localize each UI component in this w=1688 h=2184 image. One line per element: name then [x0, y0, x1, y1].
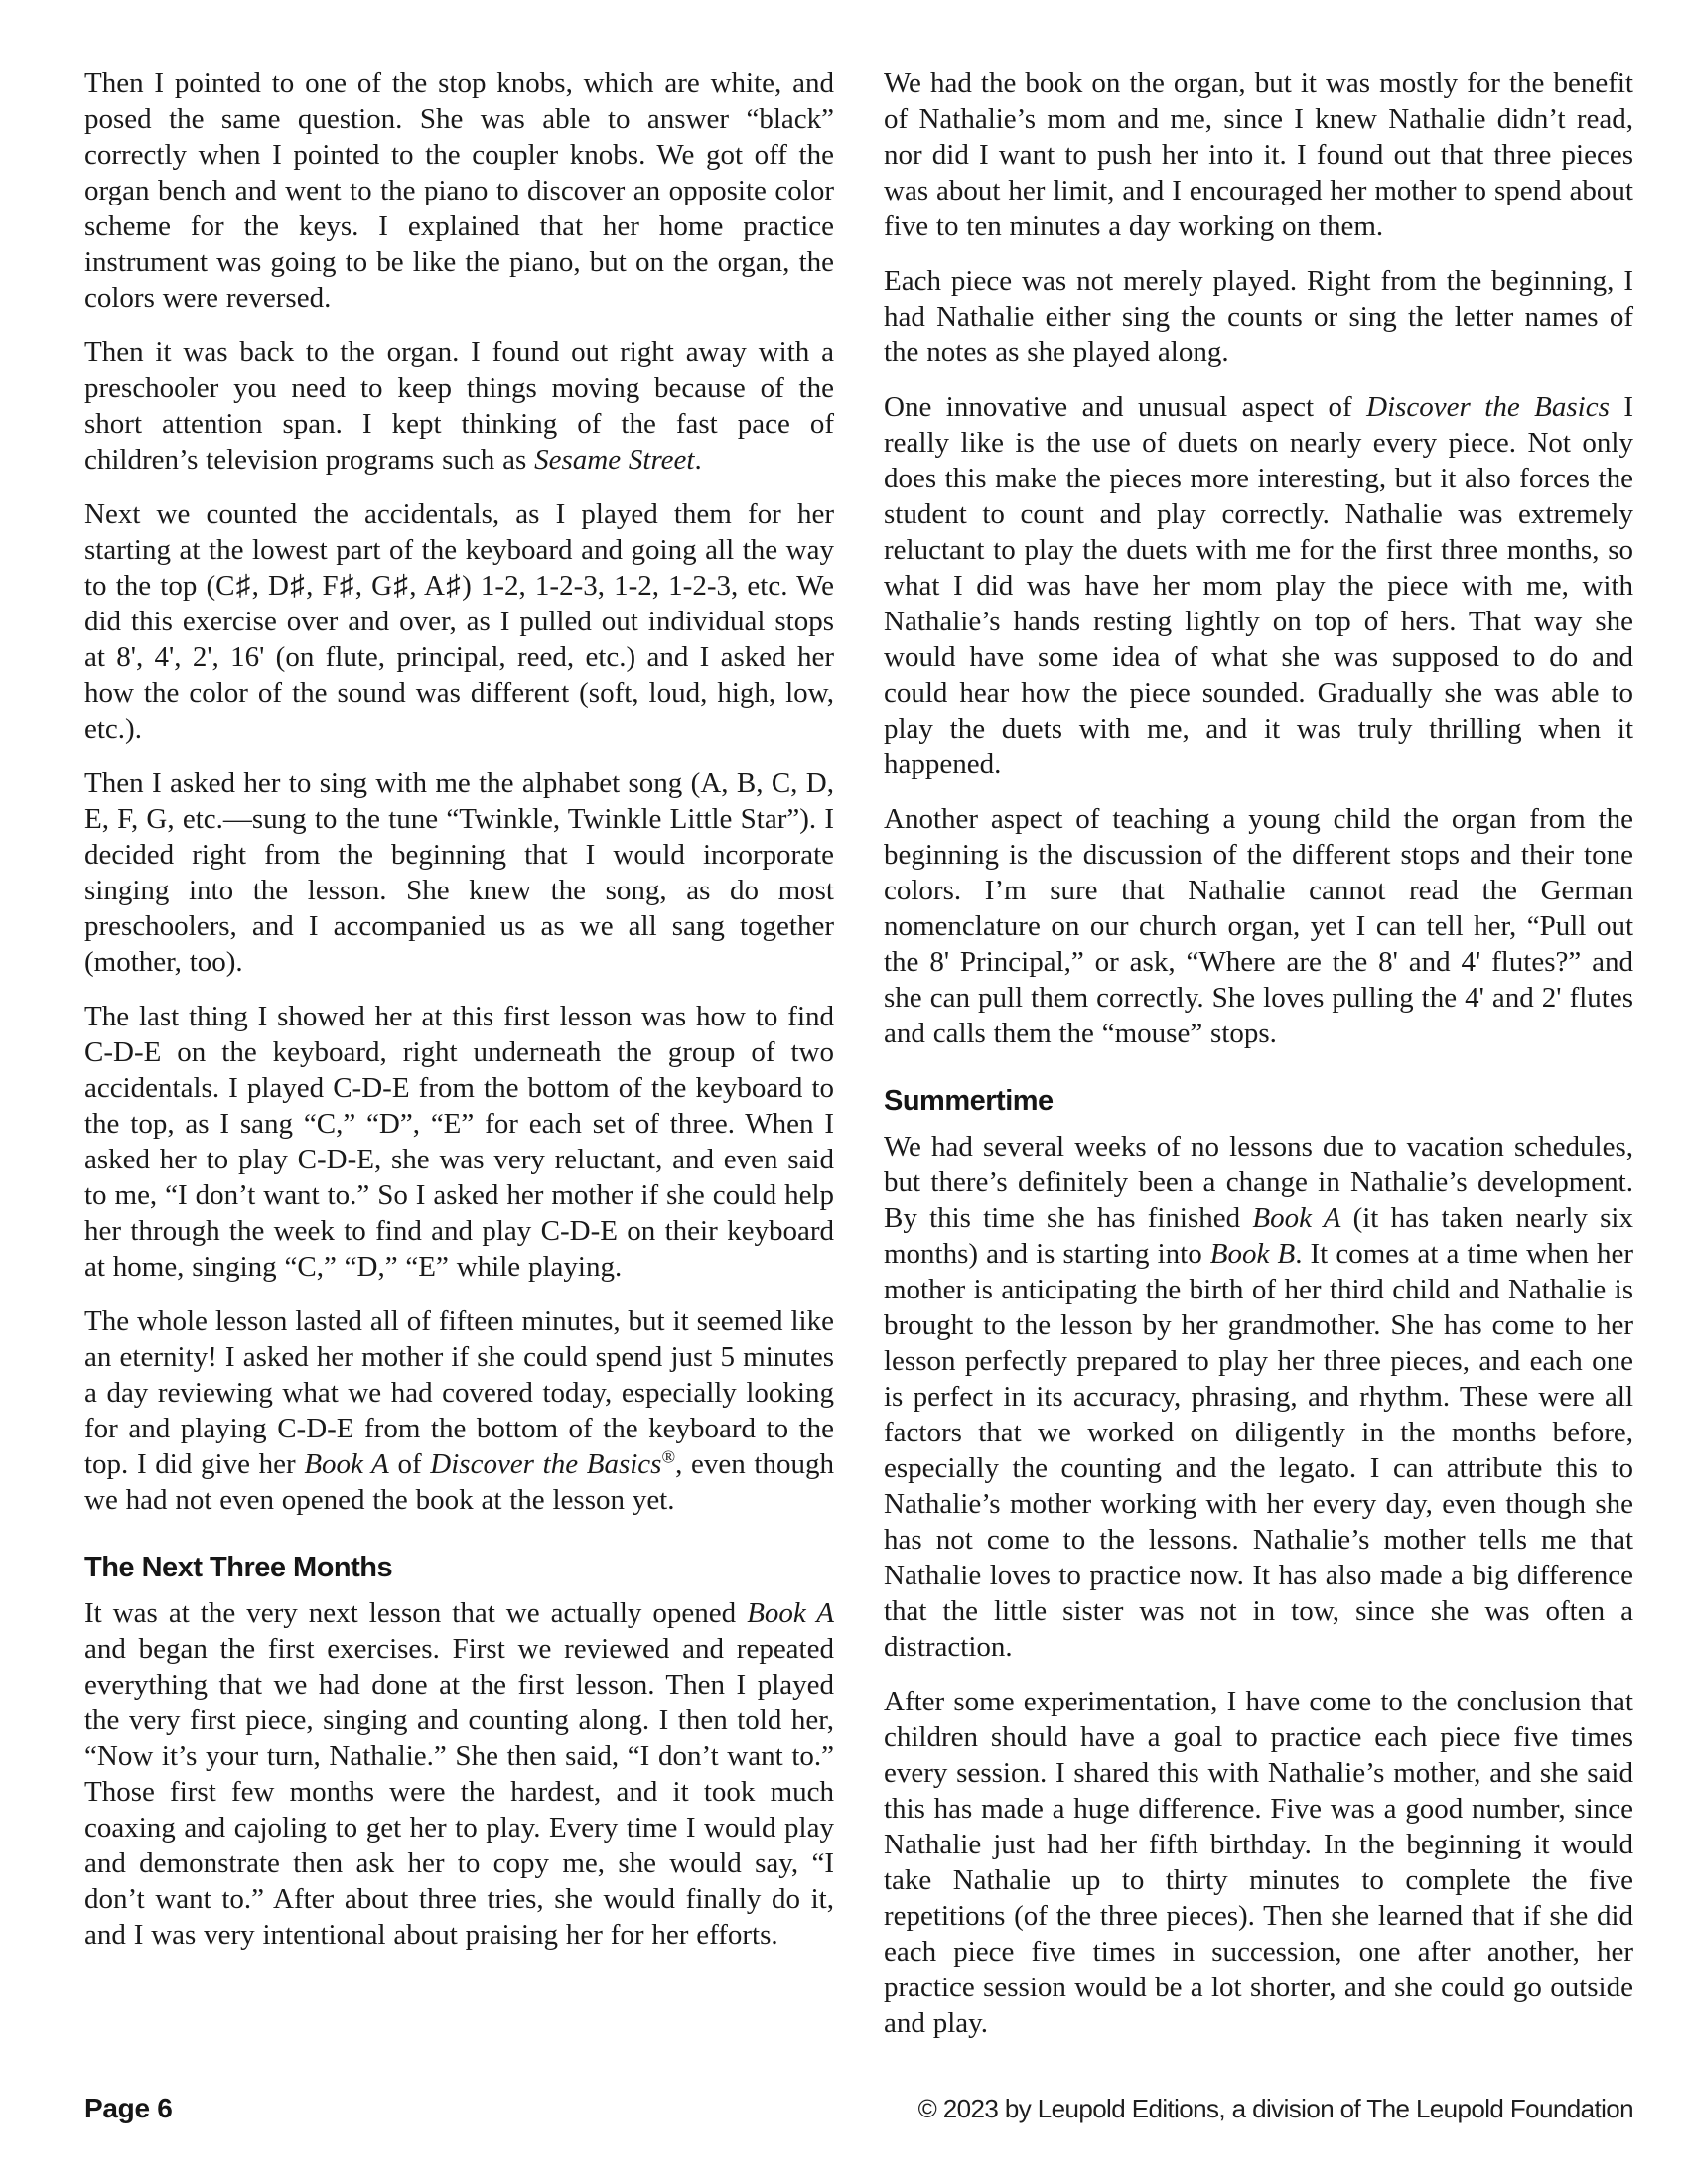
text-run: Another aspect of teaching a young child the organ from the beginning is the discussion of the different stops and their tone colors. I’m sure that Nathalie cannot read the German nomenclature on our church organ, yet I can tell her, “Pull out the 8' Principal,” or ask, “Where are the 8' and 4' flutes?” and she can pull them correctly. She loves pulling the 4' and 2' flutes and calls them the “mouse” stops.: [884, 803, 1633, 1049]
text-run: We had several weeks of no lessons due to vacation schedules, but there’s definitely been a change in Nathalie’s development. By this time she has finished: [884, 1131, 1633, 1234]
superscript-text: ®: [661, 1446, 676, 1467]
text-run: Each piece was not merely played. Right from the beginning, I had Nathalie either sing the counts or sing the letter names of the notes as she played along.: [884, 265, 1633, 368]
paragraph: [884, 66, 1633, 244]
text-run: The whole lesson lasted all of fifteen minutes, but it seemed like an eternity! I asked her mother if she could spend just 5 minutes a day reviewing what we had covered today, especially looking for and playing C-D-E from the bottom of the keyboard to the top. I did give her: [84, 1305, 834, 1480]
left-column: [84, 66, 834, 2060]
text-run: and began the first exercises. First we reviewed and repeated everything that we had done at the first lesson. Then I played the very first piece, singing and counting along. I then told her, “Now it’s your turn, Nathalie.” She then said, “I don’t want to.” Those first few months were the hardest, and it took much coaxing and cajoling to get her to play. Every time I would play and demonstrate then ask her to copy me, she would say, “I don’t want to.” After about three tries, she would finally do it, and I was very intentional about praising her for her efforts.: [84, 1633, 834, 1951]
italic-text: Book A: [747, 1597, 835, 1629]
page-number: Page 6: [84, 2093, 173, 2123]
italic-text: Discover the Basics: [430, 1448, 662, 1480]
text-run: I really like is the use of duets on nearly every piece. Not only does this make the pieces more interesting, but it also forces the student to count and play correctly. Nathalie was extremely reluctant to play the duets with me for the first three months, so what I did was have her mom play the piece with me, with Nathalie’s hands resting lightly on top of hers. That way she would have some idea of what she was supposed to do and could hear how the piece sounded. Gradually she was able to play the duets with me, and it was truly thrilling when it happened.: [884, 391, 1633, 780]
paragraph: [884, 263, 1633, 370]
section-heading: The Next Three Months: [84, 1552, 393, 1583]
text-run: Then I pointed to one of the stop knobs, which are white, and posed the same question. She was able to answer “black” correctly when I pointed to the coupler knobs. We got off the organ bench and went to the piano to discover an opposite color scheme for the keys. I explained that her home practice instrument was going to be like the piano, but on the organ, the colors were reversed.: [84, 68, 834, 314]
italic-text: Book B: [1209, 1238, 1296, 1270]
text-run: We had the book on the organ, but it was mostly for the benefit of Nathalie’s mom and me, since I knew Nathalie didn’t read, nor did I want to push her into it. I found out that three pieces was about her limit, and I encouraged her mother to spend about five to ten minutes a day working on them.: [884, 68, 1633, 242]
copyright-notice: © 2023 by Leupold Editions, a division of The Leupold Foundation: [917, 2094, 1633, 2123]
text-run: . It comes at a time when her mother is anticipating the birth of her third child and Nathalie is brought to the lesson by her grandmother. She has come to her lesson perfectly prepared to play her three pieces, and each one is perfect in its accuracy, phrasing, and rhythm. These were all factors that we worked on diligently in the months before, especially the counting and the legato. I can attribute this to Nathalie’s mother working with her every day, even though she has not come to the lessons. Nathalie’s mother tells me that Nathalie loves to practice now. It has also made a big difference that the little sister was not in tow, since she was often a distraction.: [884, 1238, 1634, 1663]
right-column: [884, 66, 1633, 2060]
paragraph: [84, 1595, 834, 1953]
paragraph: [84, 496, 834, 747]
text-run: One innovative and unusual aspect of: [884, 391, 1367, 423]
text-run: The last thing I showed her at this first lesson was how to find C-D-E on the keyboard, right underneath the group of two accidentals. I played C-D-E from the bottom of the keyboard to the top, as I sang “C,” “D”, “E” for each set of three. When I asked her to play C-D-E, she was very reluctant, and even said to me, “I don’t want to.” So I asked her mother if she could help her through the week to find and play C-D-E on their keyboard at home, singing “C,” “D,” “E” while playing.: [84, 1001, 834, 1283]
paragraph: [884, 801, 1633, 1051]
text-run: .: [694, 444, 702, 476]
paragraph: [84, 1303, 834, 1518]
italic-text: Book A: [304, 1448, 389, 1480]
text-run: After some experimentation, I have come to the conclusion that children should have a goal to practice each piece five times every session. I shared this with Nathalie’s mother, and she said this has made a huge difference. Five was a good number, since Nathalie just had her fifth birthday. In the beginning it would take Nathalie up to thirty minutes to complete the five repetitions (of the three pieces). Then she learned that if she did each piece five times in succession, one after another, her practice session would be a lot shorter, and she could go outside and play.: [884, 1686, 1633, 2039]
text-run: , even though we had not even opened the book at the lesson yet.: [84, 1448, 834, 1516]
paragraph: [884, 1129, 1633, 1665]
text-run: It was at the very next lesson that we actually opened: [84, 1597, 748, 1629]
italic-text: Book A: [1252, 1202, 1341, 1234]
paragraph: [84, 999, 834, 1285]
paragraph: [84, 335, 834, 478]
text-run: of: [388, 1448, 431, 1480]
paragraph: [84, 765, 834, 980]
two-column-text-area: [84, 66, 1633, 2060]
text-run: Next we counted the accidentals, as I played them for her starting at the lowest part of the keyboard and going all the way to the top (C♯, D♯, F♯, G♯, A♯) 1-2, 1-2-3, 1-2, 1-2-3, etc. We did this exercise over and over, as I pulled out individual stops at 8', 4', 2', 16' (on flute, principal, reed, etc.) and I asked her how the color of the sound was different (soft, loud, high, low, etc.).: [84, 498, 834, 745]
paragraph: [84, 66, 834, 316]
italic-text: Sesame Street: [534, 444, 695, 476]
page-footer: [84, 2093, 1633, 2124]
text-run: Then I asked her to sing with me the alphabet song (A, B, C, D, E, F, G, etc.—sung to the tune “Twinkle, Twinkle Little Star”). I decided right from the beginning that I would incorporate singing into the lesson. She knew the song, as do most preschoolers, and I accompanied us as we all sang together (mother, too).: [84, 767, 834, 978]
paragraph: [884, 389, 1633, 782]
italic-text: Discover the Basics: [1366, 391, 1610, 423]
section-heading: Summertime: [884, 1085, 1054, 1117]
paragraph: [884, 1684, 1633, 2041]
text-run: (it has taken nearly six months) and is starting into: [884, 1202, 1633, 1270]
text-run: Then it was back to the organ. I found out right away with a preschooler you need to keep things moving because of the short attention span. I kept thinking of the fast pace of children’s television programs such as: [84, 337, 834, 476]
